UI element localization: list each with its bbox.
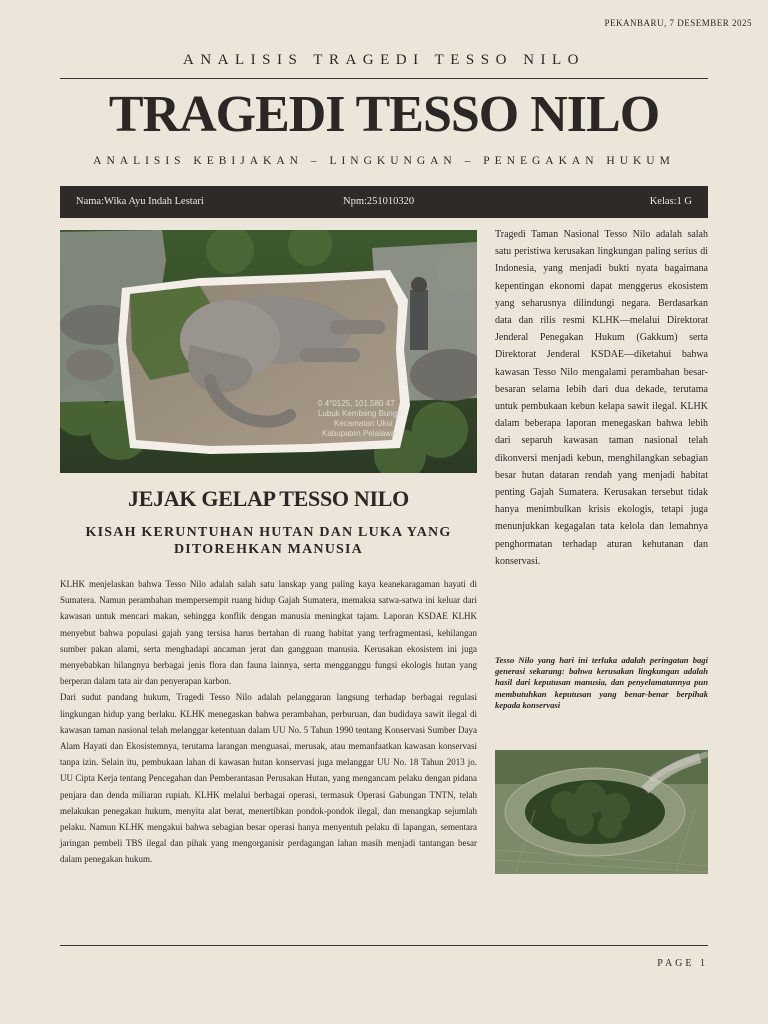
article-paragraph: Tragedi Taman Nasional Tesso Nilo adalah salah satu peristiwa kerusakan lingkungan paling serius di Indonesia, yang menjadi bukti nyata bagaimana kepentingan ekonomi dapat menggerus ekosistem yang seharusnya dilindungi negara. Berdasarkan data dan rilis resmi KLHK—melalui Direktorat Jenderal Penegakan Hukum (Gakkum) serta Direktorat Jenderal KSDAE—diketahui bahwa kawasan Tesso Nilo mengalami perambahan besar-besaran selama lebih dari dua dekade, terutama untuk pembukaan kebun kelapa sawit ilegal. KLHK dalam beberapa laporan menegaskan bahwa lebih dari separuh kawasan taman nasional telah dikonversi menjadi kebun, menghilangkan sebagian besar hutan dataran rendah yang menjadi habitat penting Gajah Sumatera. Kerusakan tersebut tidak hanya menimbulkan krisis ekologis, tetapi juga menunjukkan kegagalan tata kelola dan lemahnya penghormatan terhadap aturan kehutanan dan konservasi. [495, 229, 708, 567]
right-article-body [495, 226, 708, 570]
elephant-photo [60, 230, 477, 473]
photo-caption-line: Kabupaten Pelalawan [322, 429, 400, 438]
article-paragraph: Dari sudut pandang hukum, Tragedi Tesso Nilo adalah pelanggaran langsung terhadap berbagai regulasi lingkungan hidup yang berlaku. KLHK menegaskan bahwa perambahan, perburuan, dan budidaya sawit ilegal di kawasan taman nasional telah melanggar ketentuan dalam UU No. 5 Tahun 1990 tentang Konservasi Sumber Daya Alam Hayati dan Ekosistemnya, terutama larangan menguasai, merusak, atau memanfaatkan kawasan konservasi tanpa izin. Selain itu, pembukaan lahan di kawasan hutan konservasi juga melanggar UU No. 18 Tahun 2013 jo. UU Cipta Kerja tentang Pencegahan dan Pemberantasan Perusakan Hutan, yang mengancam pelaku dengan pidana penjara dan denda miliaran rupiah. KLHK melalui berbagai operasi, termasuk Operasi Gabungan TNTN, telah melakukan penegakan hukum, menyita alat berat, menertibkan pondok-pondok ilegal, dan menangkap sejumlah pelaku. Namun KLHK mengakui bahwa sebagian besar operasi hanya menyentuh pelaku di lapangan, sementara jaringan pembeli TBS ilegal dan pihak yang mengorganisir perdagangan lahan masih menjadi tantangan besar dalam penegakan hukum. [60, 692, 477, 865]
kicker-title: ANALISIS TRAGEDI TESSO NILO [182, 52, 586, 68]
pull-quote: Tesso Nilo yang hari ini terluka adalah peringatan bagi generasi sekarang: bahwa kerusakan lingkungan adalah hasil dari keputusan manusia, dan penyelamatannya pun membutuhkan keputusan yang benar-benar berpihak kepada konservasi [495, 655, 708, 710]
article-subheadline: KISAH KERUNTUHAN HUTAN DAN LUKA YANG DITOREHKAN MANUSIA [85, 525, 452, 557]
author-class: Kelas:1 G [649, 196, 692, 207]
photo-caption-line: Kecamatan Ukui [334, 419, 393, 428]
masthead-title: TRAGEDI TESSO NILO [108, 86, 660, 143]
bottom-divider [60, 945, 708, 946]
left-article-body [60, 576, 477, 868]
article-paragraph: KLHK menjelaskan bahwa Tesso Nilo adalah salah satu lanskap yang paling kaya keanekaragaman hayati di Sumatera. Namun perambahan mempersempit ruang hidup Gajah Sumatera, memaksa satwa-satwa ini keluar dari kawasan untuk mencari makan, sehingga konflik dengan manusia meningkat tajam. Laporan KSDAE KLHK menyebut bahwa populasi gajah yang tersisa harus bertahan di ruang habitat yang terfragmentasi, kehilangan sumber pakan alami, serta menghadapi ancaman jerat dan gangguan manusia. Kerusakan ekosistem ini juga menyebabkan hilangnya berbagai jenis flora dan fauna lainnya, serta mengganggu fungsi ekologis hutan yang berperan dalam tata air dan penyerapan karbon. [60, 579, 477, 687]
author-name: Nama:Wika Ayu Indah Lestari [76, 196, 204, 207]
article-headline: JEJAK GELAP TESSO NILO [128, 486, 409, 511]
photo-caption-line: Lubuk Kembang Bunga [318, 409, 402, 418]
author-info-bar [60, 186, 708, 218]
page-number: PAGE 1 [657, 958, 708, 969]
dateline: PEKANBARU, 7 DESEMBER 2025 [604, 18, 752, 28]
aerial-forest-photo [495, 750, 708, 874]
masthead-subtitle: ANALISIS KEBIJAKAN – LINGKUNGAN – PENEGAKAN HUKUM [93, 155, 675, 167]
author-npm: Npm:251010320 [343, 196, 415, 207]
photo-caption-line: 0 4°0125, 101.580 47 [318, 399, 395, 408]
top-divider [60, 78, 708, 79]
